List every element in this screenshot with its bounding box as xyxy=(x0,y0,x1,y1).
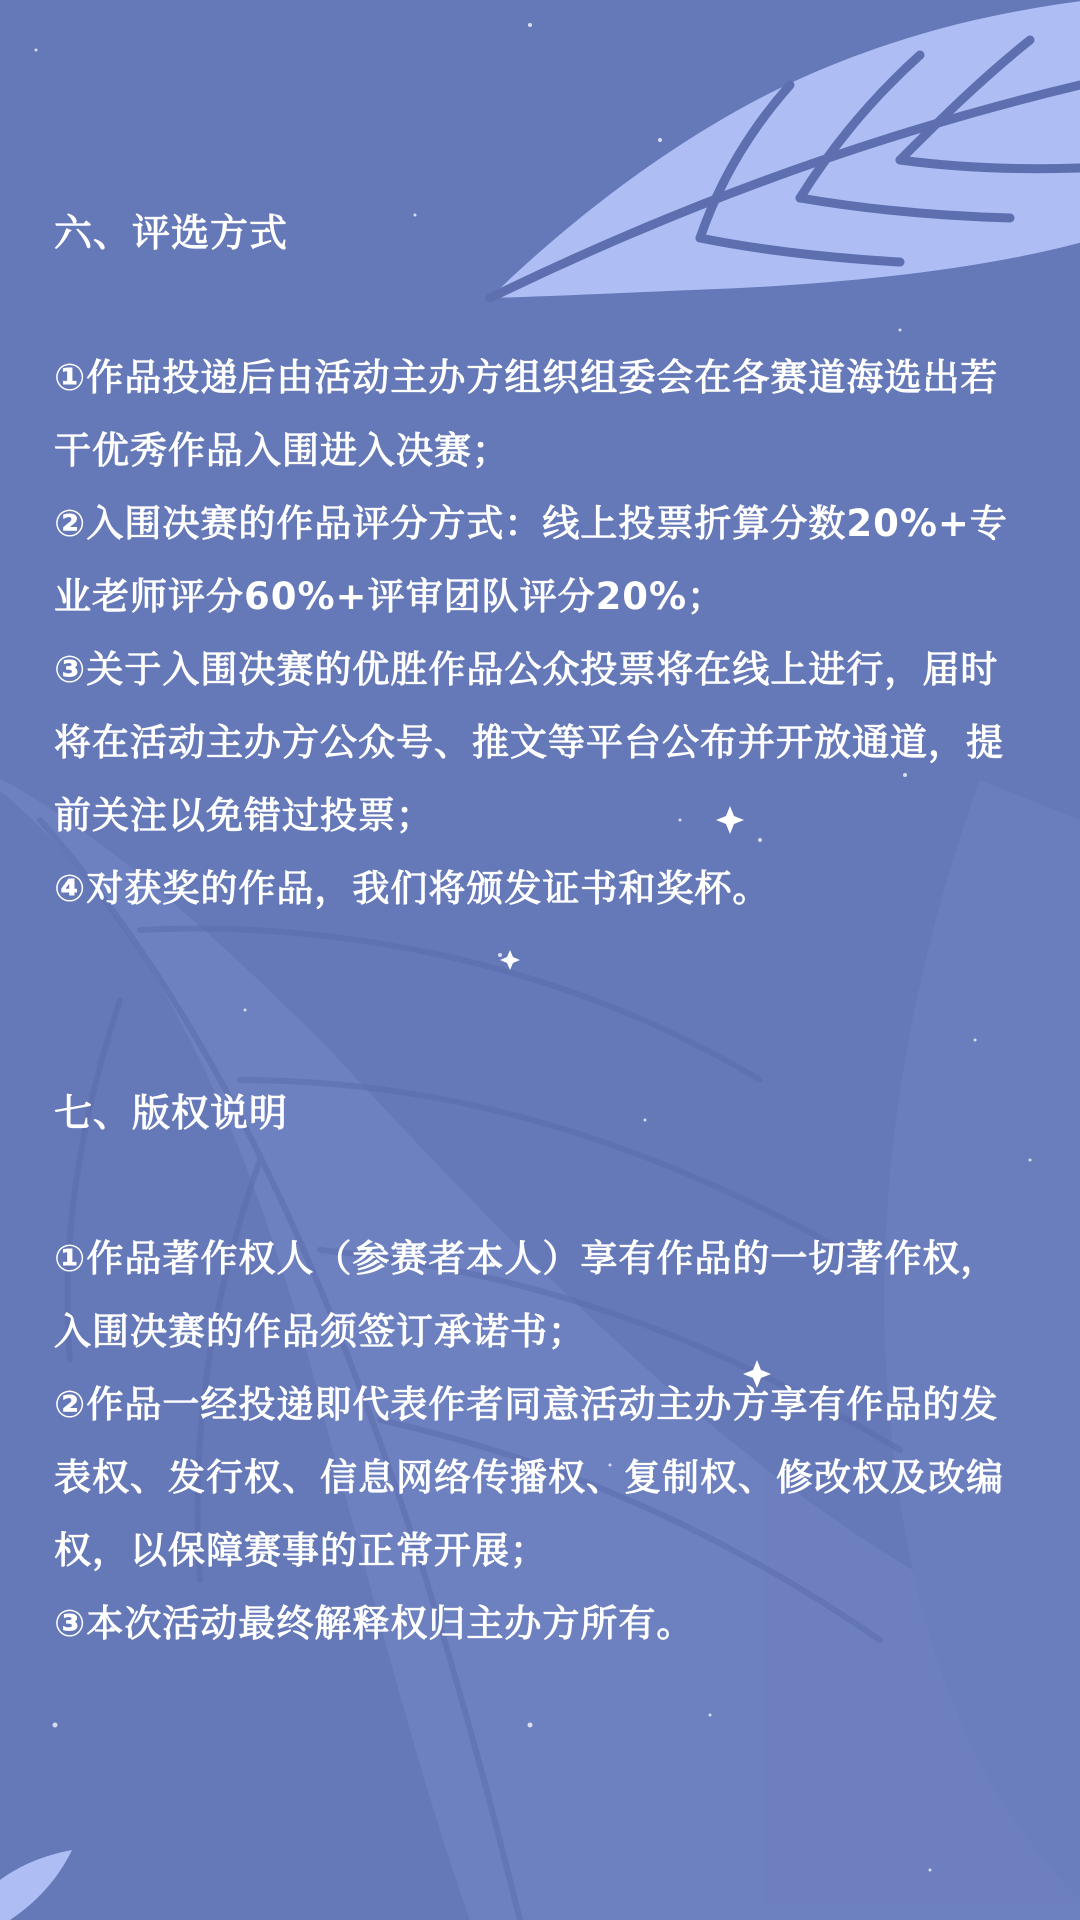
list-item: ②入围决赛的作品评分方式：线上投票折算分数20%+专业老师评分60%+评审团队评分20%； xyxy=(54,502,1008,618)
top-leaf-icon xyxy=(490,0,1080,298)
list-item: ②作品一经投递即代表作者同意活动主办方享有作品的发表权、发行权、信息网络传播权、复制权、修改权及改编权，以保障赛事的正常开展； xyxy=(54,1383,1004,1572)
list-item: ①作品著作权人（参赛者本人）享有作品的一切著作权，入围决赛的作品须签订承诺书； xyxy=(54,1237,999,1353)
copyright-list xyxy=(54,1222,1034,1660)
list-item: ④对获奖的作品，我们将颁发证书和奖杯。 xyxy=(54,867,771,910)
section-heading-evaluation: 六、评选方式 xyxy=(54,211,289,255)
evaluation-list xyxy=(54,341,1034,925)
list-item: ①作品投递后由活动主办方组织组委会在各赛道海选出若干优秀作品入围进入决赛； xyxy=(54,356,999,472)
bottom-leaf-icon xyxy=(0,1850,72,1920)
list-item: ③关于入围决赛的优胜作品公众投票将在线上进行，届时将在活动主办方公众号、推文等平台公布并开放通道，提前关注以免错过投票； xyxy=(54,648,1004,837)
section-heading-copyright: 七、版权说明 xyxy=(54,1091,289,1135)
list-item: ③本次活动最终解释权归主办方所有。 xyxy=(54,1602,695,1645)
